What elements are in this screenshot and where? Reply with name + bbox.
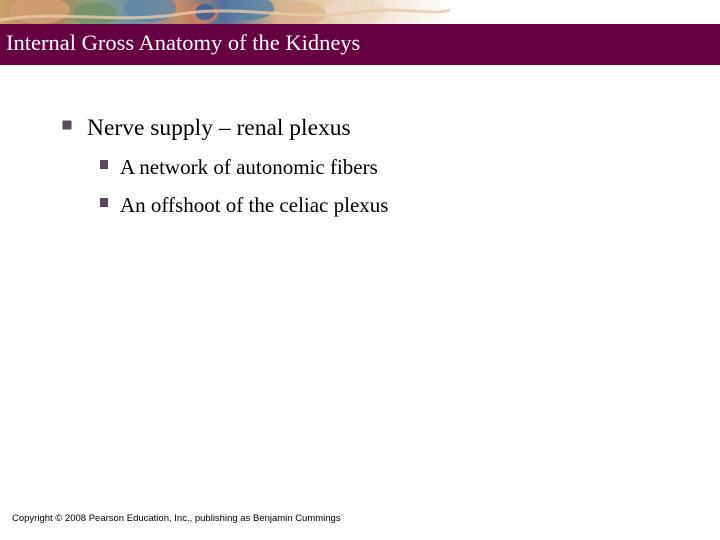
slide-title: Internal Gross Anatomy of the Kidneys bbox=[6, 30, 361, 55]
square-bullet-icon bbox=[63, 121, 72, 130]
header-art-icon bbox=[0, 0, 450, 24]
bullet-text: Nerve supply – renal plexus bbox=[87, 115, 351, 141]
copyright-notice: Copyright © 2008 Pearson Education, Inc., publishing as Benjamin Cummings bbox=[12, 513, 341, 524]
sub-bullet-text: A network of autonomic fibers bbox=[120, 155, 378, 179]
header-banner-image bbox=[0, 0, 450, 24]
sub-bullet-text: An offshoot of the celiac plexus bbox=[120, 193, 389, 217]
square-bullet-icon bbox=[100, 198, 108, 207]
square-bullet-icon bbox=[100, 160, 108, 169]
